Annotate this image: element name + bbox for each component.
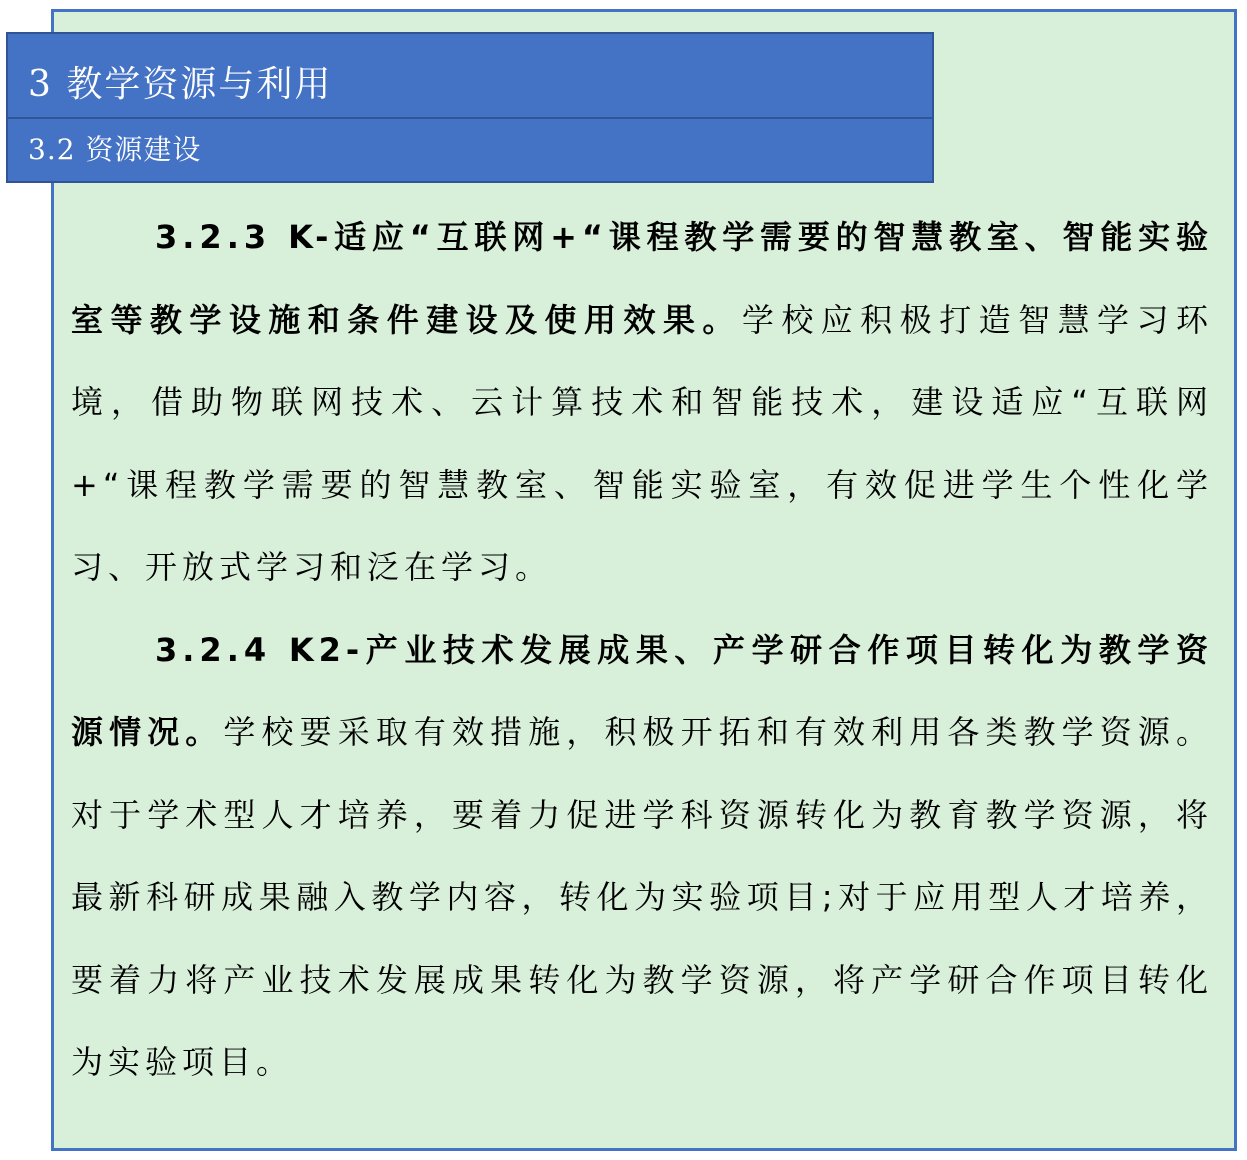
- paragraph-text: 学校要采取有效措施，积极开拓和有效利用各类教学资源。对于学术型人才培养，要着力促进学科资源转化为教育教学资源，将最新科研成果融入教学内容，转化为实验项目;对于应用型人才培养，要着力将产业技术发展成果转化为教学资源，将产学研合作项目转化为实验项目。: [71, 713, 1213, 1081]
- section-title: 3.2 资源建设: [6, 117, 934, 183]
- paragraph-text: 学校应积极打造智慧学习环境，借助物联网技术、云计算技术和智能技术，建设适应“互联网+“课程教学需要的智慧教室、智能实验室，有效促进学生个性化学习、开放式学习和泛在学习。: [71, 300, 1213, 586]
- paragraph-heading: 3.2.4 K2-产业技术发展成果、产学研合作项目转化为教学资源情况。: [71, 630, 1213, 751]
- paragraph-heading: 3.2.3 K-适应“互联网+“课程教学需要的智慧教室、智能实验室等教学设施和条件建设及使用效果。: [71, 218, 1213, 339]
- paragraph-3-2-4: [71, 609, 1213, 1104]
- document-body: [71, 196, 1213, 1104]
- chapter-title: 3 教学资源与利用: [6, 32, 934, 119]
- paragraph-3-2-3: [71, 196, 1213, 609]
